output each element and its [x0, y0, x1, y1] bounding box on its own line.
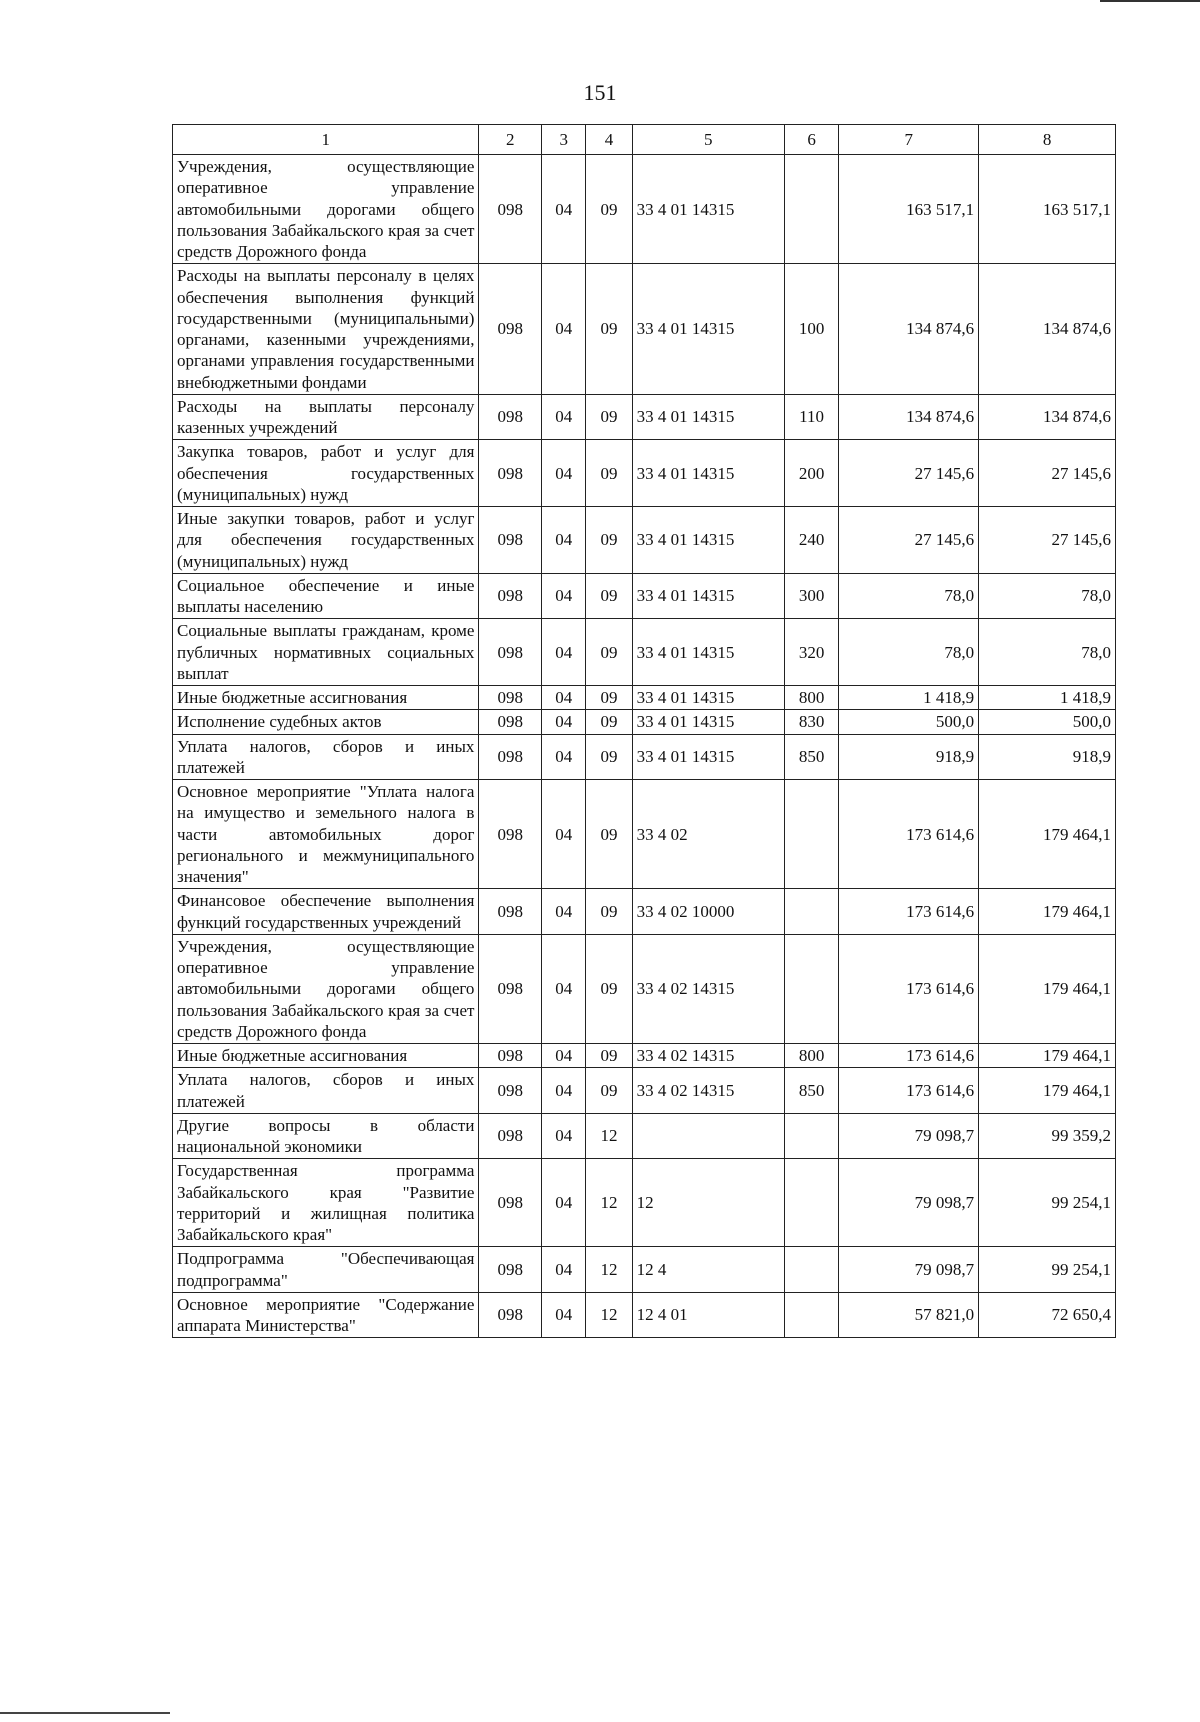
row-target-article: 33 4 01 14315: [632, 264, 784, 395]
row-expense-type: 800: [784, 686, 839, 710]
row-name: Финансовое обеспечение выполнения функций государственных учреждений: [173, 889, 479, 935]
row-name: Подпрограмма "Обеспечивающая подпрограмма": [173, 1247, 479, 1293]
row-amount-year2: 179 464,1: [979, 889, 1116, 935]
row-expense-type: 800: [784, 1044, 839, 1068]
row-amount-year2: 179 464,1: [979, 934, 1116, 1043]
header-col-6: 6: [784, 125, 839, 155]
row-admin-code: 098: [479, 507, 542, 574]
row-target-article: 33 4 01 14315: [632, 619, 784, 686]
row-name: Основное мероприятие "Содержание аппарата Министерства": [173, 1292, 479, 1338]
row-subsection: 12: [586, 1159, 632, 1247]
table-row: [173, 934, 1116, 1043]
row-amount-year1: 500,0: [839, 710, 979, 734]
row-admin-code: 098: [479, 1044, 542, 1068]
row-section: 04: [542, 573, 586, 619]
row-admin-code: 098: [479, 686, 542, 710]
table-row: [173, 394, 1116, 440]
row-section: 04: [542, 1159, 586, 1247]
row-target-article: 33 4 01 14315: [632, 440, 784, 507]
row-expense-type: [784, 889, 839, 935]
row-section: 04: [542, 507, 586, 574]
row-name: Социальные выплаты гражданам, кроме публичных нормативных социальных выплат: [173, 619, 479, 686]
row-name: Исполнение судебных актов: [173, 710, 479, 734]
row-amount-year1: 134 874,6: [839, 264, 979, 395]
row-amount-year1: 173 614,6: [839, 1068, 979, 1114]
row-amount-year1: 163 517,1: [839, 155, 979, 264]
row-target-article: 33 4 01 14315: [632, 507, 784, 574]
row-admin-code: 098: [479, 264, 542, 395]
header-col-3: 3: [542, 125, 586, 155]
row-amount-year1: 134 874,6: [839, 394, 979, 440]
table-row: [173, 1292, 1116, 1338]
row-amount-year2: 99 254,1: [979, 1247, 1116, 1293]
row-amount-year1: 79 098,7: [839, 1247, 979, 1293]
row-name: Основное мероприятие "Уплата налога на имущество и земельного налога в части автомобильных дорог регионального и межмуниципального значения": [173, 780, 479, 889]
row-admin-code: 098: [479, 889, 542, 935]
row-amount-year2: 27 145,6: [979, 440, 1116, 507]
row-expense-type: 240: [784, 507, 839, 574]
table-row: [173, 264, 1116, 395]
row-name: Расходы на выплаты персоналу в целях обеспечения выполнения функций государственными (муниципальными) органами, казенными учреждениями, органами управления государственными внебюджетными фондами: [173, 264, 479, 395]
row-admin-code: 098: [479, 934, 542, 1043]
row-expense-type: 850: [784, 1068, 839, 1114]
header-row: [173, 125, 1116, 155]
row-expense-type: 200: [784, 440, 839, 507]
row-subsection: 12: [586, 1292, 632, 1338]
row-section: 04: [542, 155, 586, 264]
table-row: [173, 1113, 1116, 1159]
row-section: 04: [542, 934, 586, 1043]
row-expense-type: 830: [784, 710, 839, 734]
row-subsection: 09: [586, 619, 632, 686]
row-target-article: [632, 1113, 784, 1159]
row-section: 04: [542, 734, 586, 780]
table-row: [173, 155, 1116, 264]
row-expense-type: 300: [784, 573, 839, 619]
row-subsection: 09: [586, 934, 632, 1043]
row-name: Другие вопросы в области национальной экономики: [173, 1113, 479, 1159]
row-admin-code: 098: [479, 1247, 542, 1293]
row-name: Иные бюджетные ассигнования: [173, 1044, 479, 1068]
row-target-article: 33 4 02 14315: [632, 934, 784, 1043]
row-subsection: 09: [586, 780, 632, 889]
row-subsection: 09: [586, 573, 632, 619]
row-subsection: 12: [586, 1113, 632, 1159]
row-expense-type: [784, 1292, 839, 1338]
row-amount-year2: 179 464,1: [979, 780, 1116, 889]
header-col-8: 8: [979, 125, 1116, 155]
table-row: [173, 1159, 1116, 1247]
row-section: 04: [542, 619, 586, 686]
row-amount-year2: 500,0: [979, 710, 1116, 734]
row-amount-year2: 179 464,1: [979, 1044, 1116, 1068]
table-row: [173, 710, 1116, 734]
row-amount-year2: 99 359,2: [979, 1113, 1116, 1159]
row-expense-type: 110: [784, 394, 839, 440]
row-subsection: 09: [586, 394, 632, 440]
row-subsection: 09: [586, 440, 632, 507]
row-target-article: 33 4 01 14315: [632, 710, 784, 734]
table-row: [173, 1044, 1116, 1068]
row-amount-year1: 173 614,6: [839, 934, 979, 1043]
row-amount-year2: 78,0: [979, 619, 1116, 686]
row-subsection: 09: [586, 264, 632, 395]
row-expense-type: 100: [784, 264, 839, 395]
row-section: 04: [542, 394, 586, 440]
row-amount-year1: 27 145,6: [839, 507, 979, 574]
row-section: 04: [542, 264, 586, 395]
table-row: [173, 573, 1116, 619]
row-subsection: 09: [586, 686, 632, 710]
row-name: Уплата налогов, сборов и иных платежей: [173, 1068, 479, 1114]
row-section: 04: [542, 686, 586, 710]
row-subsection: 09: [586, 507, 632, 574]
row-amount-year2: 134 874,6: [979, 394, 1116, 440]
row-amount-year2: 163 517,1: [979, 155, 1116, 264]
row-admin-code: 098: [479, 1068, 542, 1114]
row-name: Закупка товаров, работ и услуг для обеспечения государственных (муниципальных) нужд: [173, 440, 479, 507]
table-row: [173, 734, 1116, 780]
row-target-article: 33 4 02 14315: [632, 1044, 784, 1068]
table-row: [173, 686, 1116, 710]
row-name: Учреждения, осуществляющие оперативное управление автомобильными дорогами общего пользования Забайкальского края за счет средств Дорожного фонда: [173, 934, 479, 1043]
row-amount-year1: 27 145,6: [839, 440, 979, 507]
row-subsection: 12: [586, 1247, 632, 1293]
row-expense-type: [784, 1247, 839, 1293]
row-target-article: 33 4 01 14315: [632, 686, 784, 710]
row-amount-year1: 79 098,7: [839, 1159, 979, 1247]
header-col-5: 5: [632, 125, 784, 155]
row-target-article: 33 4 02: [632, 780, 784, 889]
row-expense-type: 320: [784, 619, 839, 686]
row-subsection: 09: [586, 1044, 632, 1068]
page-number: 151: [583, 80, 617, 105]
row-amount-year1: 78,0: [839, 619, 979, 686]
row-admin-code: 098: [479, 394, 542, 440]
row-section: 04: [542, 710, 586, 734]
table-row: [173, 440, 1116, 507]
row-name: Иные бюджетные ассигнования: [173, 686, 479, 710]
row-amount-year2: 179 464,1: [979, 1068, 1116, 1114]
row-amount-year1: 173 614,6: [839, 889, 979, 935]
row-name: Иные закупки товаров, работ и услуг для обеспечения государственных (муниципальных) нужд: [173, 507, 479, 574]
row-name: Уплата налогов, сборов и иных платежей: [173, 734, 479, 780]
row-target-article: 33 4 02 10000: [632, 889, 784, 935]
row-amount-year2: 78,0: [979, 573, 1116, 619]
row-expense-type: 850: [784, 734, 839, 780]
row-expense-type: [784, 934, 839, 1043]
row-target-article: 12: [632, 1159, 784, 1247]
row-admin-code: 098: [479, 1159, 542, 1247]
row-section: 04: [542, 1068, 586, 1114]
row-amount-year1: 78,0: [839, 573, 979, 619]
row-name: Учреждения, осуществляющие оперативное управление автомобильными дорогами общего пользования Забайкальского края за счет средств Дорожного фонда: [173, 155, 479, 264]
row-subsection: 09: [586, 155, 632, 264]
row-section: 04: [542, 889, 586, 935]
row-amount-year2: 134 874,6: [979, 264, 1116, 395]
row-name: Государственная программа Забайкальского края "Развитие территорий и жилищная политика Забайкальского края": [173, 1159, 479, 1247]
row-section: 04: [542, 1113, 586, 1159]
table-body: [173, 155, 1116, 1338]
budget-table: [172, 124, 1116, 1338]
row-target-article: 12 4 01: [632, 1292, 784, 1338]
row-amount-year1: 79 098,7: [839, 1113, 979, 1159]
row-section: 04: [542, 1247, 586, 1293]
row-amount-year1: 918,9: [839, 734, 979, 780]
row-admin-code: 098: [479, 1113, 542, 1159]
row-amount-year1: 57 821,0: [839, 1292, 979, 1338]
row-amount-year2: 918,9: [979, 734, 1116, 780]
header-col-4: 4: [586, 125, 632, 155]
row-amount-year2: 1 418,9: [979, 686, 1116, 710]
row-amount-year1: 1 418,9: [839, 686, 979, 710]
header-col-2: 2: [479, 125, 542, 155]
row-subsection: 09: [586, 889, 632, 935]
row-admin-code: 098: [479, 619, 542, 686]
row-amount-year2: 72 650,4: [979, 1292, 1116, 1338]
row-admin-code: 098: [479, 710, 542, 734]
row-section: 04: [542, 780, 586, 889]
row-admin-code: 098: [479, 155, 542, 264]
table-row: [173, 1068, 1116, 1114]
row-section: 04: [542, 440, 586, 507]
table-row: [173, 507, 1116, 574]
row-target-article: 33 4 01 14315: [632, 394, 784, 440]
row-admin-code: 098: [479, 1292, 542, 1338]
header-col-7: 7: [839, 125, 979, 155]
row-target-article: 12 4: [632, 1247, 784, 1293]
header-col-1: 1: [173, 125, 479, 155]
row-target-article: 33 4 02 14315: [632, 1068, 784, 1114]
row-target-article: 33 4 01 14315: [632, 573, 784, 619]
row-expense-type: [784, 1113, 839, 1159]
scan-edge-line-bottom: [0, 1712, 170, 1714]
row-section: 04: [542, 1292, 586, 1338]
row-subsection: 09: [586, 710, 632, 734]
row-admin-code: 098: [479, 734, 542, 780]
scan-edge-line-top: [1100, 0, 1200, 2]
row-amount-year2: 27 145,6: [979, 507, 1116, 574]
table-row: [173, 619, 1116, 686]
row-admin-code: 098: [479, 440, 542, 507]
row-name: Социальное обеспечение и иные выплаты населению: [173, 573, 479, 619]
row-expense-type: [784, 780, 839, 889]
row-target-article: 33 4 01 14315: [632, 155, 784, 264]
row-expense-type: [784, 155, 839, 264]
row-expense-type: [784, 1159, 839, 1247]
row-subsection: 09: [586, 734, 632, 780]
table-row: [173, 1247, 1116, 1293]
row-section: 04: [542, 1044, 586, 1068]
table-row: [173, 780, 1116, 889]
row-admin-code: 098: [479, 573, 542, 619]
row-name: Расходы на выплаты персоналу казенных учреждений: [173, 394, 479, 440]
row-target-article: 33 4 01 14315: [632, 734, 784, 780]
row-amount-year1: 173 614,6: [839, 780, 979, 889]
row-amount-year2: 99 254,1: [979, 1159, 1116, 1247]
table-row: [173, 889, 1116, 935]
row-admin-code: 098: [479, 780, 542, 889]
row-subsection: 09: [586, 1068, 632, 1114]
row-amount-year1: 173 614,6: [839, 1044, 979, 1068]
